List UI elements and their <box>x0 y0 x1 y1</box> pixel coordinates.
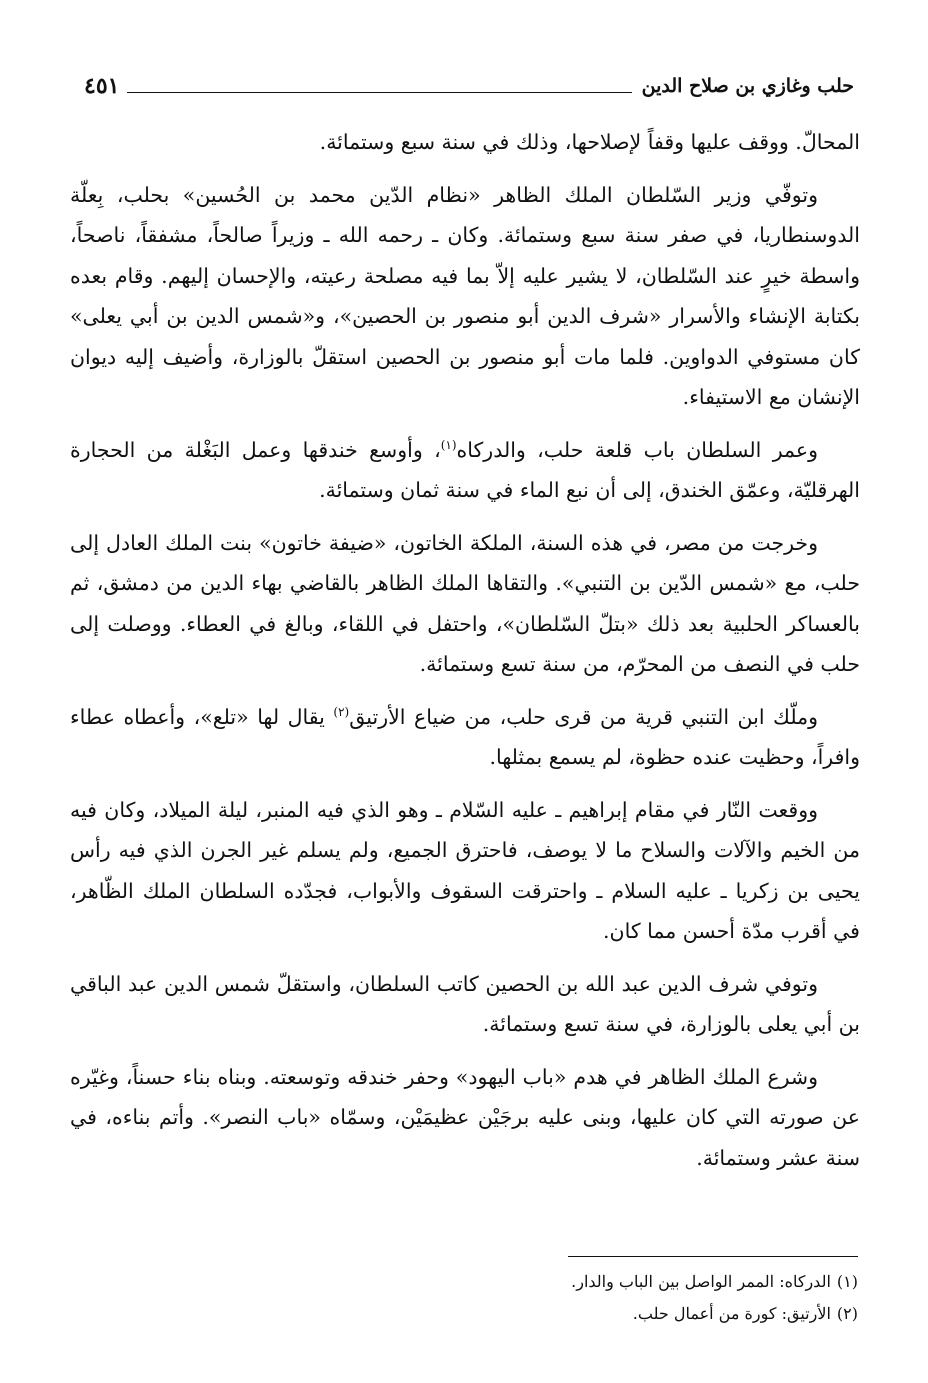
paragraph-text: وعمر السلطان باب قلعة حلب، والدركاه <box>456 437 818 462</box>
paragraph: وتوفّي وزير السّلطان الملك الظاهر «نظام الدّين محمد بن الحُسين» بحلب، بِعلّة الدوسنطاريا، في صفر سنة سبع وستمائة. وكان ـ رحمه الله ـ وزيراً صالحاً، مشفقاً، ناصحاً، واسطة خيرٍ عند السّلطان، لا يشير عليه إلاّ بما فيه مصلحة رعيته، والإحسان إليهم. وقام بعده بكتابة الإنشاء والأسرار «شرف الدين أبو منصور بن الحصين»، و«شمس الدين بن أبي يعلى» كان مستوفي الدواوين. فلما مات أبو منصور بن الحصين استقلّ بالوزارة، وأضيف إليه ديوان الإنشان مع الاستيفاء. <box>70 182 860 409</box>
paragraph: وشرع الملك الظاهر في هدم «باب اليهود» وحفر خندقه وتوسعته. وبناه بناء حسناً، وغيّره عن صورته التي كان عليها، وبنى عليه برجَيْن عظيمَيْن، وسمّاه «باب النصر». وأتم بناءه، في سنة عشر وستمائة. <box>70 1064 860 1170</box>
footnote <box>78 1298 858 1330</box>
running-head <box>84 66 854 100</box>
header-rule <box>127 92 631 93</box>
footnote-text: الأرتيق: كورة من أعمال حلب. <box>632 1304 831 1323</box>
paragraph: وتوفي شرف الدين عبد الله بن الحصين كاتب السلطان، واستقلّ شمس الدين عبد الباقي بن أبي يعلى بالوزارة، في سنة تسع وستمائة. <box>70 971 860 1036</box>
paragraph: ووقعت النّار في مقام إبراهيم ـ عليه السّلام ـ وهو الذي فيه المنبر، ليلة الميلاد، وكان فيه من الخيم والآلات والسلاح ما لا يوصف، فاحترق الجميع، ولم يسلم غير الجرن الذي فيه رأس يحيى بن زكريا ـ عليه السلام ـ واحترقت السقوف والأبواب، فجدّده السلطان الملك الظّاهر، في أقرب مدّة أحسن مما كان. <box>70 797 860 943</box>
body-text <box>70 122 860 1190</box>
footnotes <box>78 1266 858 1330</box>
footnote <box>78 1266 858 1298</box>
page-number: ٤٥١ <box>84 73 120 99</box>
footnote-number: (٢) <box>836 1304 858 1323</box>
paragraph: المحالّ. ووقف عليها وقفاً لإصلاحها، وذلك في سنة سبع وستمائة. <box>319 130 860 154</box>
footnote-rule <box>568 1256 858 1257</box>
footnote-number: (١) <box>836 1272 858 1291</box>
paragraph-text: ، وأوسع خندقها وعمل البَغْلة من الحجارة الهرقليّة، وعمّق الخندق، إلى أن نبع الماء في سنة ثمان وستمائة. <box>70 437 860 502</box>
footnote-ref: (١) <box>440 437 457 452</box>
paragraph: وخرجت من مصر، في هذه السنة، الملكة الخاتون، «ضيفة خاتون» بنت الملك العادل إلى حلب، مع «شمس الدّين بن التنبي». والتقاها الملك الظاهر بالقاضي بهاء الدين من دمشق، ثم بالعساكر الحلبية بعد ذلك «بتلّ السّلطان»، واحتفل في اللقاء، وبالغ في العطاء. ووصلت إلى حلب في النصف من المحرّم، من سنة تسع وستمائة. <box>70 530 860 676</box>
paragraph <box>70 697 860 778</box>
paragraph <box>70 430 860 511</box>
running-title: حلب وغازي بن صلاح الدين <box>641 75 854 97</box>
footnote-text: الدركاه: الممر الواصل بين الباب والدار. <box>571 1272 831 1291</box>
paragraph-text: وملّك ابن التنبي قرية من قرى حلب، من ضياع الأرتيق <box>349 704 818 729</box>
footnote-ref: (٢) <box>333 704 350 719</box>
paragraph-text: يقال لها «تلع»، وأعطاه عطاء وافراً، وحظيت عنده حظوة، لم يسمع بمثلها. <box>70 704 860 769</box>
